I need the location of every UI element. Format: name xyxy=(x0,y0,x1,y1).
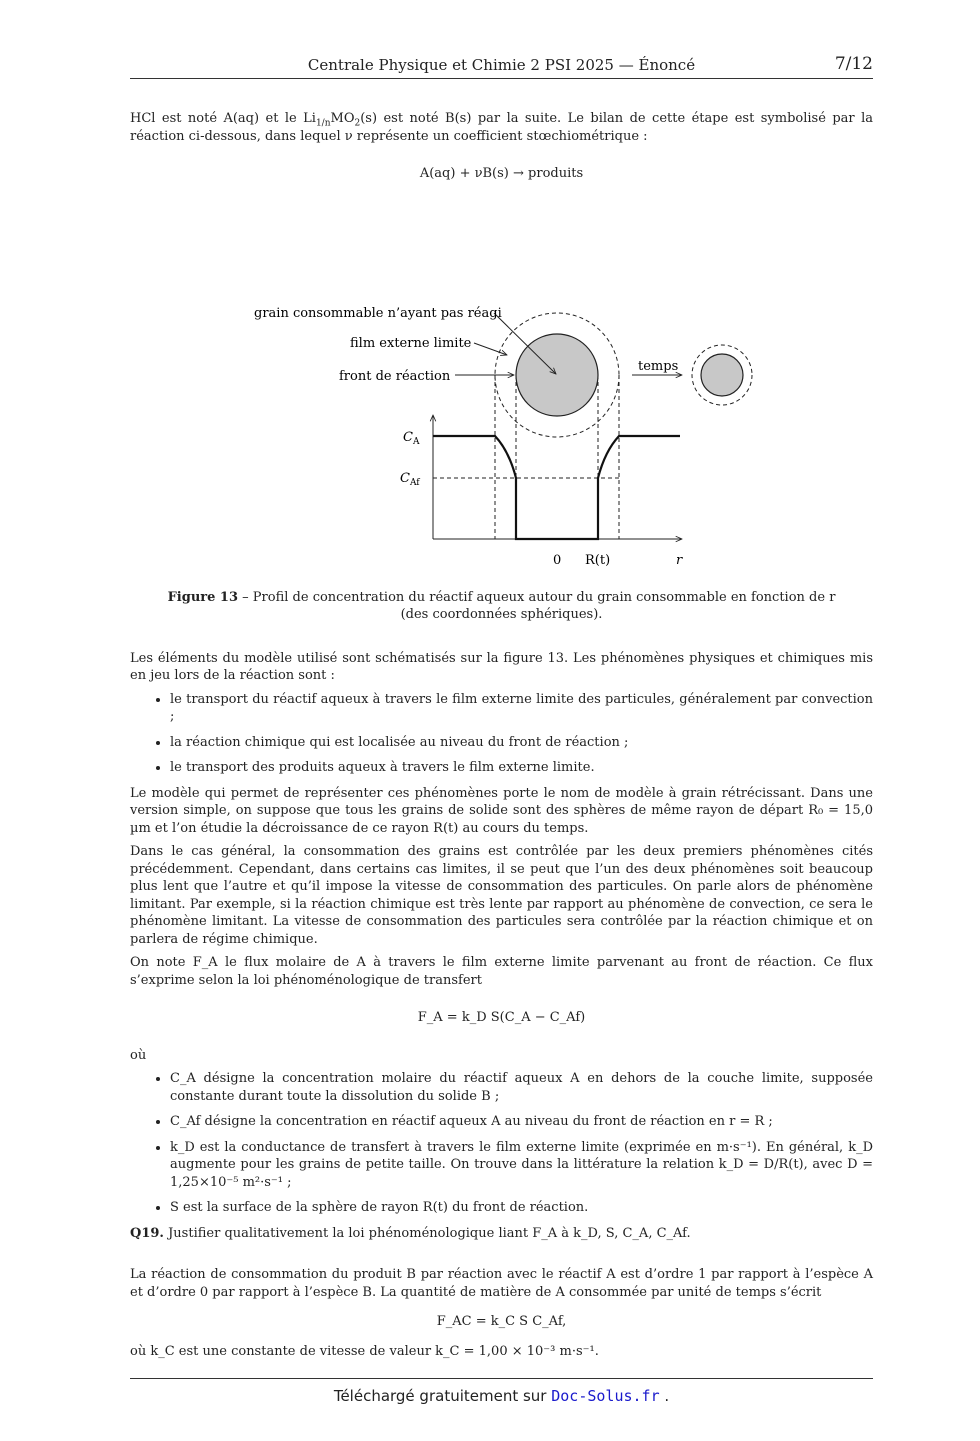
question-text: Justifier qualitativement la loi phénoménologique liant F_A à k_D, S, C_A, C_Af. xyxy=(168,1225,691,1241)
list-item: • S est la surface de la sphère de rayon R(t) du front de réaction. xyxy=(170,1199,873,1217)
paragraph: Les éléments du modèle utilisé sont schématisés sur la figure 13. Les phénomènes physiques et chimiques mis en jeu lors de la réaction sont : xyxy=(130,650,873,683)
question-19 xyxy=(130,1225,873,1243)
figure-13 xyxy=(130,203,873,568)
page-header xyxy=(130,54,873,79)
time-label: temps xyxy=(638,358,679,374)
list-item: • le transport des produits aqueux à travers le film externe limite. xyxy=(170,759,873,777)
list-item: • C_Af désigne la concentration en réactif aqueux A au niveau du front de réaction en r = R ; xyxy=(170,1113,873,1131)
list-item: • C_A désigne la concentration molaire du réactif aqueux A en dehors de la couche limite, supposée constante durant toute la dissolution du solide B ; xyxy=(170,1070,873,1105)
paragraph: Le modèle qui permet de représenter ces phénomènes porte le nom de modèle à grain rétrécissant. Dans une version simple, on suppose que tous les grains de solide sont des sphères de même rayon de départ R₀ = 15,0 µm et l’on étudie la décroissance de ce rayon R(t) au cours du temps. xyxy=(130,785,873,836)
paragraph: La réaction de consommation du produit B par réaction avec le réactif A est d’ordre 1 par rapport à l’espèce A et d’ordre 0 par rapport à l’espèce B. La quantité de matière de A consommée par unité de temps s’écrit xyxy=(130,1267,873,1300)
intro-sub-b: 2 xyxy=(354,118,361,129)
paragraph: On note F_A le flux molaire de A à travers le film externe limite parvenant au front de réaction. Ce flux s’exprime selon la loi phénoménologique de transfert xyxy=(130,955,873,988)
intro-text-a: HCl est noté A(aq) et le Li xyxy=(130,111,316,126)
footer-dot: . xyxy=(659,1387,670,1405)
footer-text: Téléchargé gratuitement sur xyxy=(333,1387,552,1405)
film-label: film externe limite xyxy=(350,335,472,351)
small-grain-circle xyxy=(701,354,743,396)
list-item: • la réaction chimique qui est localisée au niveau du front de réaction ; xyxy=(170,734,873,752)
intro-text-c: (s) est noté B(s) par la suite. Le bilan de cette étape est symbolisé par la réaction ci-dessous, dans lequel ν représente un coefficient stœchiométrique : xyxy=(130,111,873,144)
caption-text: – Profil de concentration du réactif aqueux autour du grain consommable en fonction de r (des coordonnées sphériques). xyxy=(238,589,836,622)
caf-label: $C_{Af}$ xyxy=(400,470,420,488)
page-content xyxy=(130,110,873,1366)
r-label: r xyxy=(676,552,683,568)
phenomena-list xyxy=(130,691,873,777)
figure-caption xyxy=(130,589,873,624)
question-label: Q19. xyxy=(130,1225,164,1241)
caption-label: Figure 13 xyxy=(167,589,239,605)
intro-paragraph xyxy=(130,110,873,145)
list-item: • le transport du réactif aqueux à travers le film externe limite des particules, généralement par convection ; xyxy=(170,691,873,726)
paragraph: où k_C est une constante de vitesse de valeur k_C = 1,00 × 10⁻³ m·s⁻¹. xyxy=(130,1343,599,1359)
page-number: 7/12 xyxy=(834,54,873,74)
film-pointer-arrow xyxy=(474,343,507,355)
header-title: Centrale Physique et Chimie 2 PSI 2025 — Énoncé xyxy=(307,56,696,74)
intro-sub-a: 1/n xyxy=(315,118,331,129)
reaction-equation: A(aq) + νB(s) → produits xyxy=(419,166,584,181)
rate-equation: F_AC = k_C S C_Af, xyxy=(436,1314,567,1329)
list-item: • k_D est la conductance de transfert à travers le film externe limite (exprimée en m·s⁻¹). En général, k_D augmente pour les grains de petite taille. On trouve dans la littérature la relation k_D = D/R(t), avec D = 1,25×10⁻⁵ m²·s⁻¹ ; xyxy=(170,1139,873,1192)
flux-equation: F_A = k_D S(C_A − C_Af) xyxy=(417,1010,586,1025)
intro-text-b: MO xyxy=(330,111,355,126)
ou-text: où xyxy=(130,1047,147,1063)
grain-label: grain consommable n’ayant pas réagi xyxy=(254,305,502,321)
page-footer xyxy=(130,1378,873,1405)
origin-label: 0 xyxy=(553,552,562,568)
paragraph: Dans le cas général, la consommation des grains est contrôlée par les deux premiers phénomènes cités précédemment. Cependant, dans certains cas limites, il se peut que l’un des deux phénomènes soit beaucoup plus lent que l’autre et qu’il impose la vitesse de consommation des particules. On parle alors de phénomène limitant. Par exemple, si la réaction chimique est très lente par rapport au phénomène de convection, ce sera le phénomène limitant. La vitesse de consommation des particules sera contrôlée par la réaction chimique et on parlera de régime chimique. xyxy=(130,844,873,947)
ca-label: $C_A$ xyxy=(403,429,420,447)
radius-label: R(t) xyxy=(585,552,611,568)
front-label: front de réaction xyxy=(339,368,451,384)
definition-list xyxy=(130,1070,873,1217)
doc-solus-link[interactable]: Doc-Solus.fr xyxy=(551,1387,660,1405)
shrinking-grain-diagram xyxy=(130,203,873,568)
